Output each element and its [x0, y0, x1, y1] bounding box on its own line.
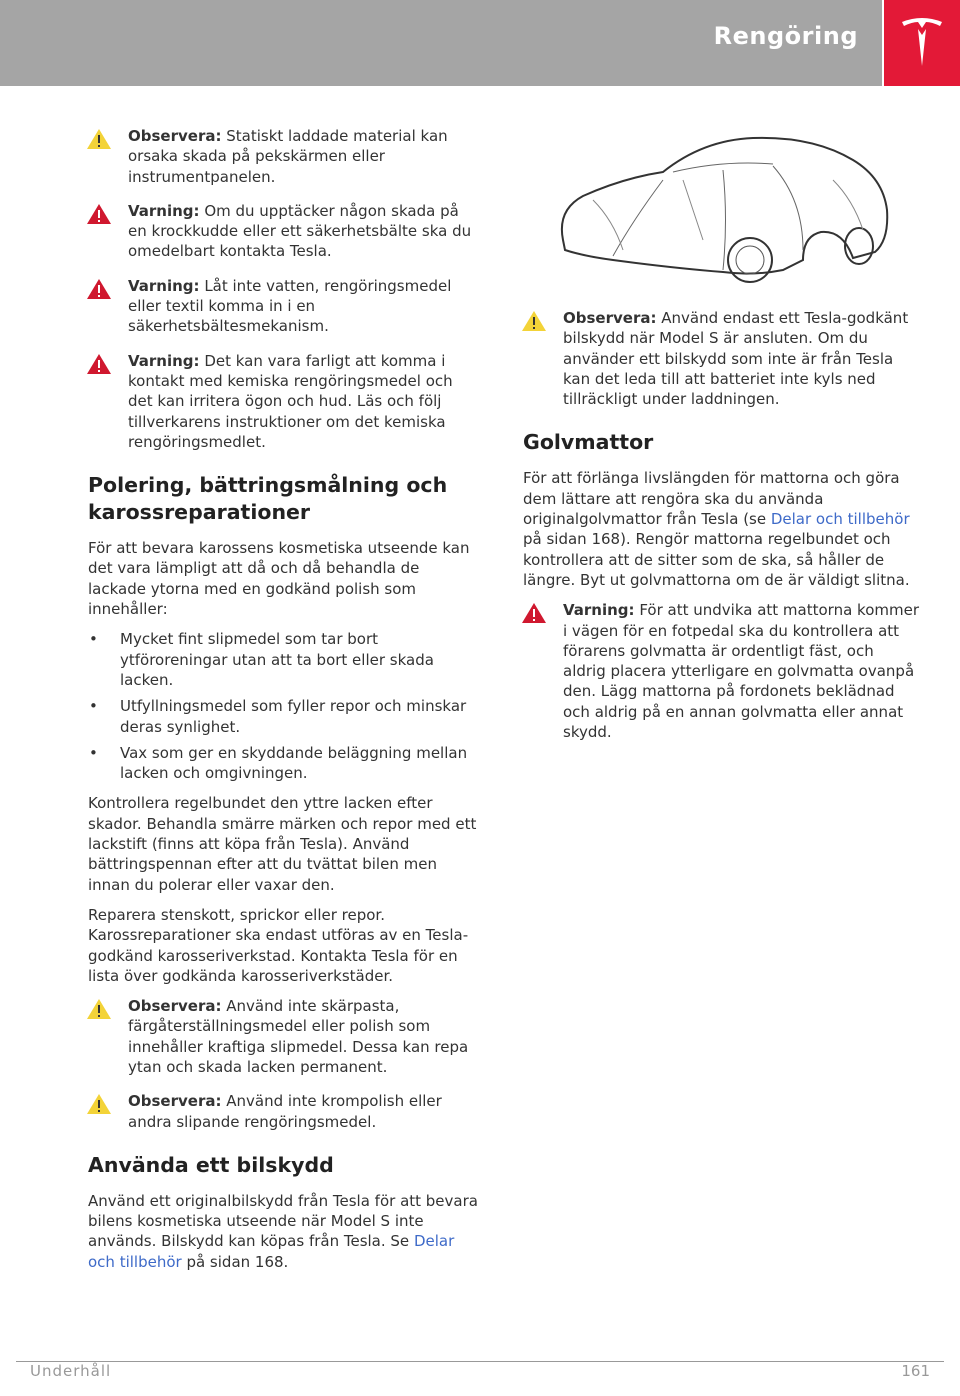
warning-triangle-icon — [86, 353, 112, 375]
heading-car-cover: Använda ett bilskydd — [88, 1152, 334, 1177]
notice-text: Använd inte skärpasta, färgåterställningsmedel eller polish som innehåller kraftiga slipmedel. Dessa kan repa ytan och skada lacken permanent. — [128, 997, 469, 1076]
warning-label: Varning: — [128, 201, 200, 220]
warning-text: Det kan vara farligt att komma i kontakt med kemiska rengöringsmedel och det kan irritera ögon och hud. Läs och följ tillverkarens instruktioner om det kemiska rengöringsmedlet. — [128, 351, 453, 451]
caution-triangle-icon — [86, 1093, 112, 1115]
page-number: 161 — [901, 1362, 930, 1380]
car-cover-text-after: på sidan 168. — [181, 1252, 289, 1271]
warning-text: För att undvika att mattorna kommer i vägen för en fotpedal ska du kontrollera att förarens golvmatta är ordentligt fäst, och aldrig placera ytterligare en golvmatta ovanpå den. Lägg mattorna på fordonets beklädnad och aldrig på en annan golvmatta eller annat skydd. — [563, 601, 919, 742]
parts-accessories-link[interactable]: Delar och tillbehör — [88, 1232, 455, 1271]
caution-triangle-icon — [86, 998, 112, 1020]
polish-intro: För att bevara karossens kosmetiska utseende kan det vara lämpligt att då och då behandla de lackade ytorna med en godkänd polish som innehåller: — [88, 539, 470, 619]
caution-triangle-icon — [521, 310, 547, 332]
parts-accessories-link[interactable]: Delar och tillbehör — [770, 510, 910, 529]
notice-static — [88, 126, 480, 187]
warning-triangle-icon — [86, 203, 112, 225]
warning-floor-mats — [523, 600, 921, 742]
floor-mats-text: För att förlänga livslängden för mattorna och göra dem lättare att rengöra ska du använda originalgolvmattor från Tesla (se — [523, 469, 900, 529]
warning-text: Låt inte vatten, rengöringsmedel eller textil komma in i en säkerhetsbältesmekanism. — [128, 276, 452, 336]
warning-label: Varning: — [128, 351, 200, 370]
notice-label: Observera: — [128, 127, 222, 145]
notice-text: Statiskt laddade material kan orsaka skada på pekskärmen eller instrumentpanelen. — [128, 127, 448, 186]
list-item: • Utfyllningsmedel som fyller repor och minskar deras synlighet. — [88, 696, 480, 737]
polish-paragraph: Kontrollera regelbundet den yttre lacken efter skador. Behandla smärre märken och repor med ett lackstift (finns att köpa från Tesla). Använd bättringspennan efter att du tvättat bilen men innan du polerar eller vaxar den. — [88, 794, 477, 894]
car-cover-illustration — [553, 120, 893, 290]
notice-text: Använd endast ett Tesla-godkänt bilskydd när Model S är ansluten. Om du använder ett bilskydd som inte är från Tesla kan det leda till att batteriet inte kyls ned tillräckligt under laddningen. — [563, 309, 909, 409]
car-cover-text: Använd ett originalbilskydd från Tesla för att bevara bilens kosmetiska utseende när Model S inte används. Bilskydd kan köpas från Tesla. Se — [88, 1191, 478, 1251]
warning-triangle-icon — [86, 278, 112, 300]
warning-seatbelt — [88, 276, 480, 337]
notice-label: Observera: — [563, 309, 657, 327]
heading-floor-mats: Golvmattor — [523, 430, 654, 455]
list-item: • Vax som ger en skyddande beläggning mellan lacken och omgivningen. — [88, 743, 480, 784]
page-title: Rengöring — [713, 22, 858, 50]
warning-chemicals — [88, 351, 480, 452]
notice-chrome — [88, 1091, 480, 1132]
list-item: • Mycket fint slipmedel som tar bort ytföroreningar utan att ta bort eller skada lacken. — [88, 629, 480, 690]
heading-polish: Polering, bättringsmålning och karossreparationer — [88, 473, 448, 525]
caution-triangle-icon — [86, 128, 112, 150]
brand-logo-box — [884, 0, 960, 86]
notice-abrasive — [88, 996, 480, 1077]
tesla-logo-icon — [898, 16, 946, 70]
right-column — [523, 120, 921, 756]
polish-list — [88, 629, 480, 783]
footer-section: Underhåll — [30, 1362, 112, 1380]
car-cover-paragraph — [88, 1191, 480, 1272]
floor-mats-text-after: på sidan 168). Rengör mattorna regelbundet och kontrollera att de sitter som de ska, så håller de längre. Byt ut golvmattorna om de är väldigt slitna. — [523, 530, 910, 589]
page-header — [0, 0, 882, 86]
notice-label: Observera: — [128, 1092, 222, 1111]
left-column — [88, 126, 480, 1282]
polish-paragraph: Reparera stenskott, sprickor eller repor. Karossreparationer ska endast utföras av en Tesla-godkänd karosseriverkstad. Kontakta Tesla för en lista över godkända karosseriverkstäder. — [88, 905, 469, 985]
warning-label: Varning: — [128, 276, 200, 295]
footer-divider — [16, 1361, 944, 1362]
notice-cover-charging — [523, 308, 921, 409]
warning-triangle-icon — [521, 602, 547, 624]
warning-label: Varning: — [563, 601, 635, 620]
floor-mats-paragraph — [523, 468, 921, 590]
notice-label: Observera: — [128, 997, 222, 1016]
warning-airbag — [88, 201, 480, 262]
notice-text: Använd inte krompolish eller andra slipande rengöringsmedel. — [128, 1092, 442, 1131]
warning-text: Om du upptäcker någon skada på en krockkudde eller ett säkerhetsbälte ska du omedelbart kontakta Tesla. — [128, 201, 472, 261]
